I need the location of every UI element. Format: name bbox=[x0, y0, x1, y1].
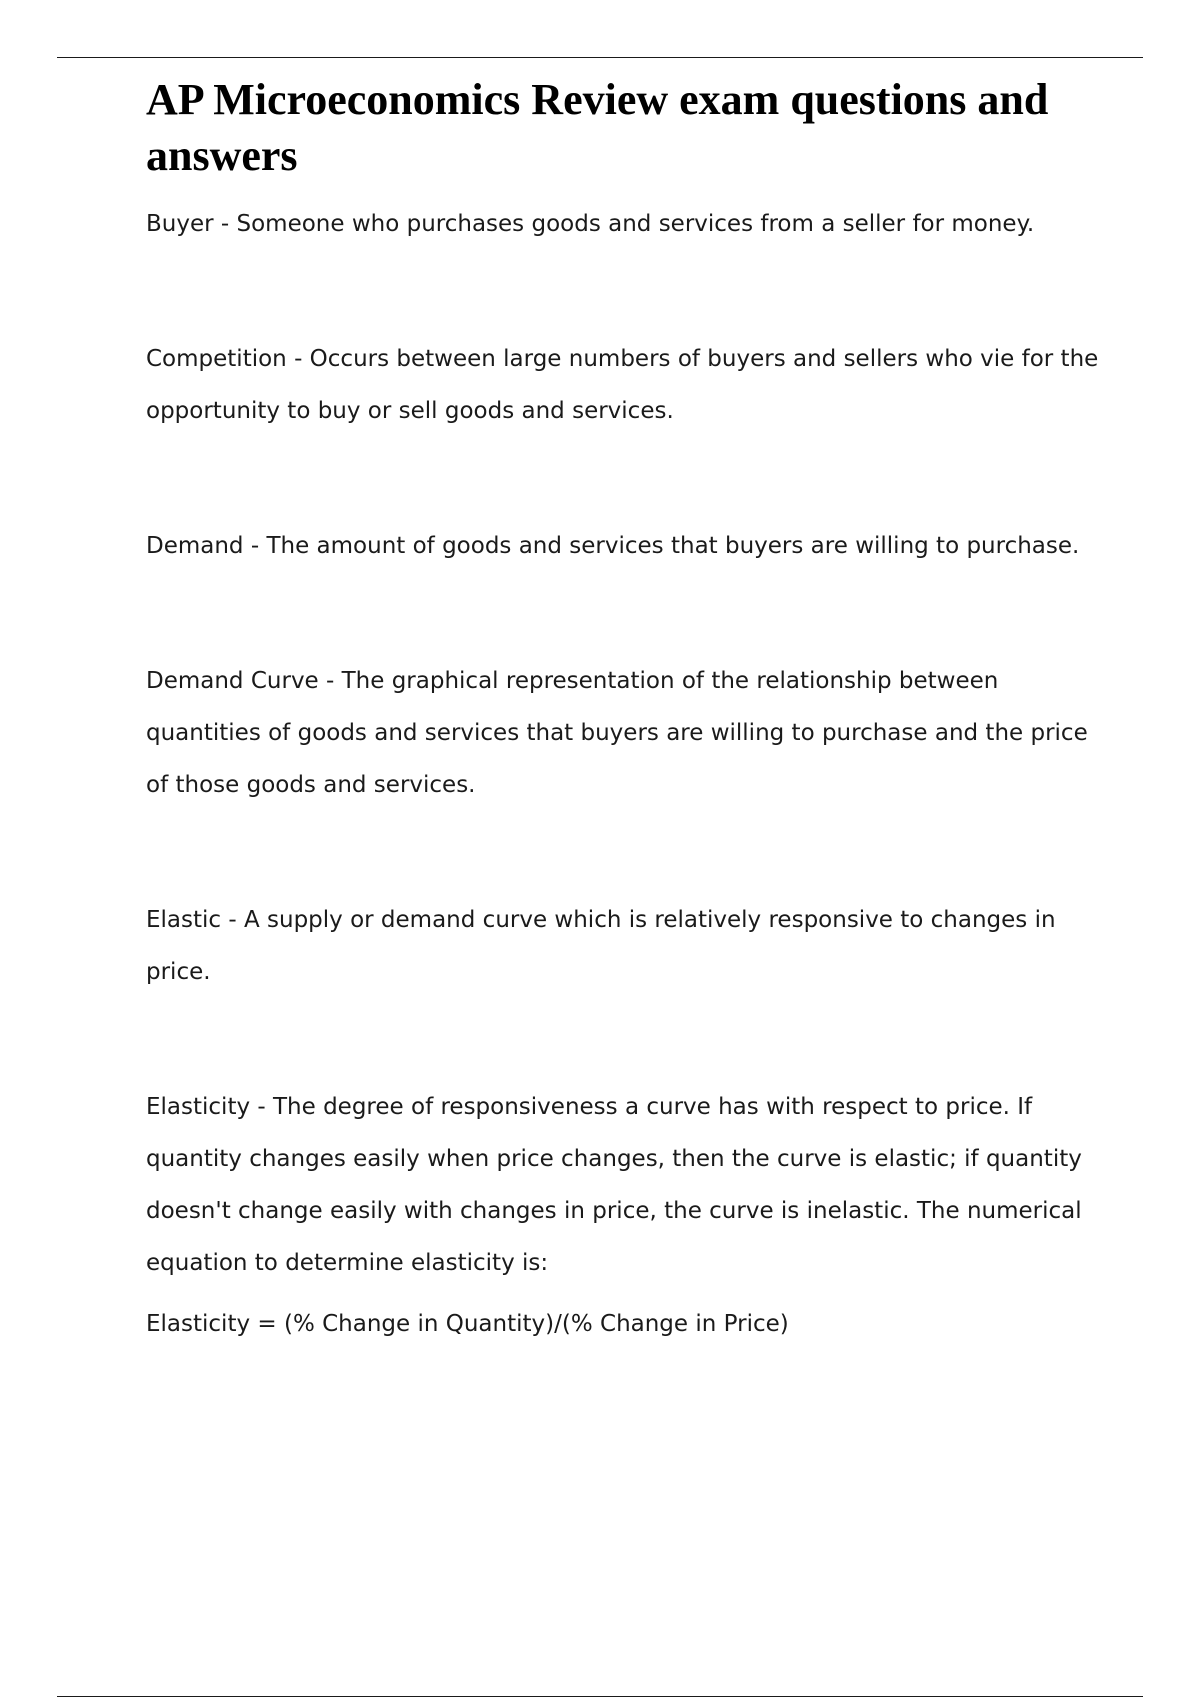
top-rule bbox=[57, 57, 1143, 58]
entry-demand-curve: Demand Curve - The graphical representation of the relationship between quantities of goods and services that buyers are willing to purchase and the price of those goods and services. bbox=[146, 668, 1088, 798]
document-title: AP Microeconomics Review exam questions and answers bbox=[146, 75, 1049, 180]
entry-competition: Competition - Occurs between large numbers of buyers and sellers who vie for the opportunity to buy or sell goods and services. bbox=[146, 346, 1099, 424]
elasticity-formula: Elasticity = (% Change in Quantity)/(% Change in Price) bbox=[146, 1311, 789, 1337]
bottom-rule bbox=[57, 1696, 1143, 1697]
entry-elasticity: Elasticity - The degree of responsiveness a curve has with respect to price. If quantity changes easily when price changes, then the curve is elastic; if quantity doesn't change easily with changes in price, the curve is inelastic. The numerical equation to determine elasticity is: bbox=[146, 1094, 1082, 1276]
entry-demand: Demand - The amount of goods and services that buyers are willing to purchase. bbox=[146, 533, 1080, 559]
entry-buyer: Buyer - Someone who purchases goods and services from a seller for money. bbox=[146, 211, 1035, 237]
document-body bbox=[146, 72, 1106, 1350]
entry-elastic: Elastic - A supply or demand curve which is relatively responsive to changes in price. bbox=[146, 907, 1056, 985]
